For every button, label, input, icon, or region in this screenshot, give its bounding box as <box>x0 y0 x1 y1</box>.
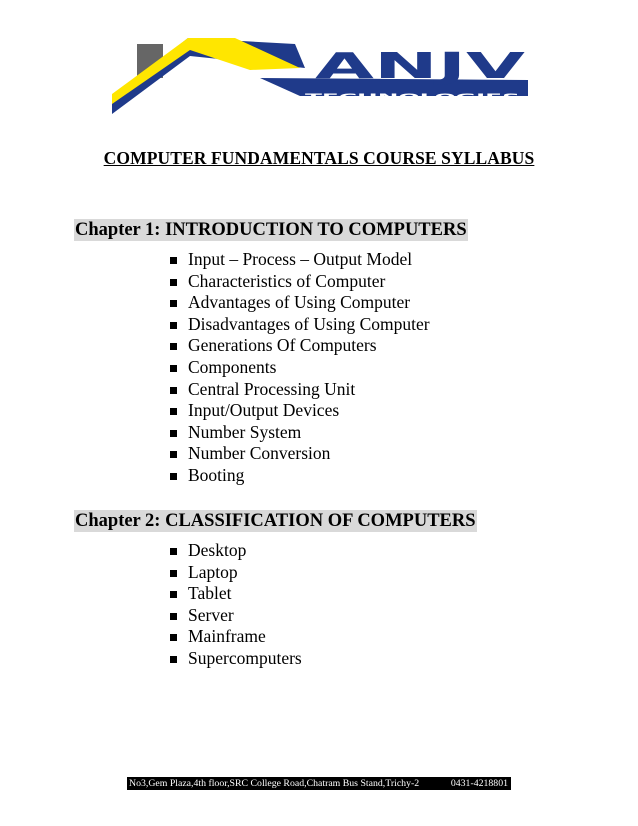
topic-list <box>168 540 571 670</box>
square-bullet-icon <box>170 656 177 663</box>
list-item <box>168 292 562 314</box>
square-bullet-icon <box>170 343 177 350</box>
topic-label: Input/Output Devices <box>188 400 340 421</box>
list-item <box>168 540 571 562</box>
square-bullet-icon <box>170 473 177 480</box>
list-item <box>168 443 562 465</box>
topic-label: Input – Process – Output Model <box>188 249 413 269</box>
footer-phone: 0431-4218801 <box>450 778 508 789</box>
topic-label: Characteristics of Computer <box>188 270 386 291</box>
topic-label: Disadvantages of Using Computer <box>188 313 430 334</box>
topic-label: Number Conversion <box>188 443 331 464</box>
list-item <box>168 465 562 487</box>
topic-label: Supercomputers <box>188 647 302 668</box>
footer-address: No3,Gem Plaza,4th floor,SRC College Road,Chatram Bus Stand,Trichy-2 <box>129 778 420 789</box>
topic-label: Desktop <box>188 540 247 560</box>
chapter-2 <box>74 510 477 670</box>
chapter-heading: Chapter 1: INTRODUCTION TO COMPUTERS <box>75 220 467 240</box>
square-bullet-icon <box>170 430 177 437</box>
logo-tagline-text: TECHNOLOGIES <box>305 93 520 103</box>
topic-label: Number System <box>188 421 302 442</box>
topic-label: Laptop <box>188 561 238 582</box>
square-bullet-icon <box>170 322 177 329</box>
square-bullet-icon <box>170 570 177 577</box>
list-item <box>168 271 562 293</box>
topic-label: Components <box>188 356 277 377</box>
topic-label: Mainframe <box>188 626 266 647</box>
topic-label: Central Processing Unit <box>188 378 356 399</box>
list-item <box>168 583 571 605</box>
square-bullet-icon <box>170 451 177 458</box>
square-bullet-icon <box>170 365 177 372</box>
square-bullet-icon <box>170 408 177 415</box>
square-bullet-icon <box>170 613 177 620</box>
list-item <box>168 605 571 627</box>
list-item <box>168 379 562 401</box>
company-logo <box>110 36 530 116</box>
list-item <box>168 249 562 271</box>
list-item <box>168 357 562 379</box>
house-roof-logo <box>110 36 530 116</box>
square-bullet-icon <box>170 279 177 286</box>
topic-label: Generations Of Computers <box>188 335 377 356</box>
topic-label: Server <box>188 604 234 625</box>
square-bullet-icon <box>170 634 177 641</box>
square-bullet-icon <box>170 591 177 598</box>
list-item <box>168 626 571 648</box>
square-bullet-icon <box>170 548 177 555</box>
topic-label: Tablet <box>188 583 232 604</box>
list-item <box>168 400 562 422</box>
list-item <box>168 335 562 357</box>
page-title: COMPUTER FUNDAMENTALS COURSE SYLLABUS <box>103 148 535 168</box>
list-item <box>168 648 571 670</box>
list-item <box>168 562 571 584</box>
square-bullet-icon <box>170 387 177 394</box>
chapter-heading: Chapter 2: CLASSIFICATION OF COMPUTERS <box>75 511 476 531</box>
list-item <box>168 422 562 444</box>
logo-brand-text: ANJV <box>315 46 526 87</box>
square-bullet-icon <box>170 300 177 307</box>
topic-label: Advantages of Using Computer <box>188 292 411 313</box>
footer-bar <box>127 777 511 790</box>
square-bullet-icon <box>170 257 177 264</box>
topic-label: Booting <box>188 464 245 485</box>
list-item <box>168 314 562 336</box>
chapter-1 <box>74 219 468 487</box>
topic-list <box>168 249 562 487</box>
